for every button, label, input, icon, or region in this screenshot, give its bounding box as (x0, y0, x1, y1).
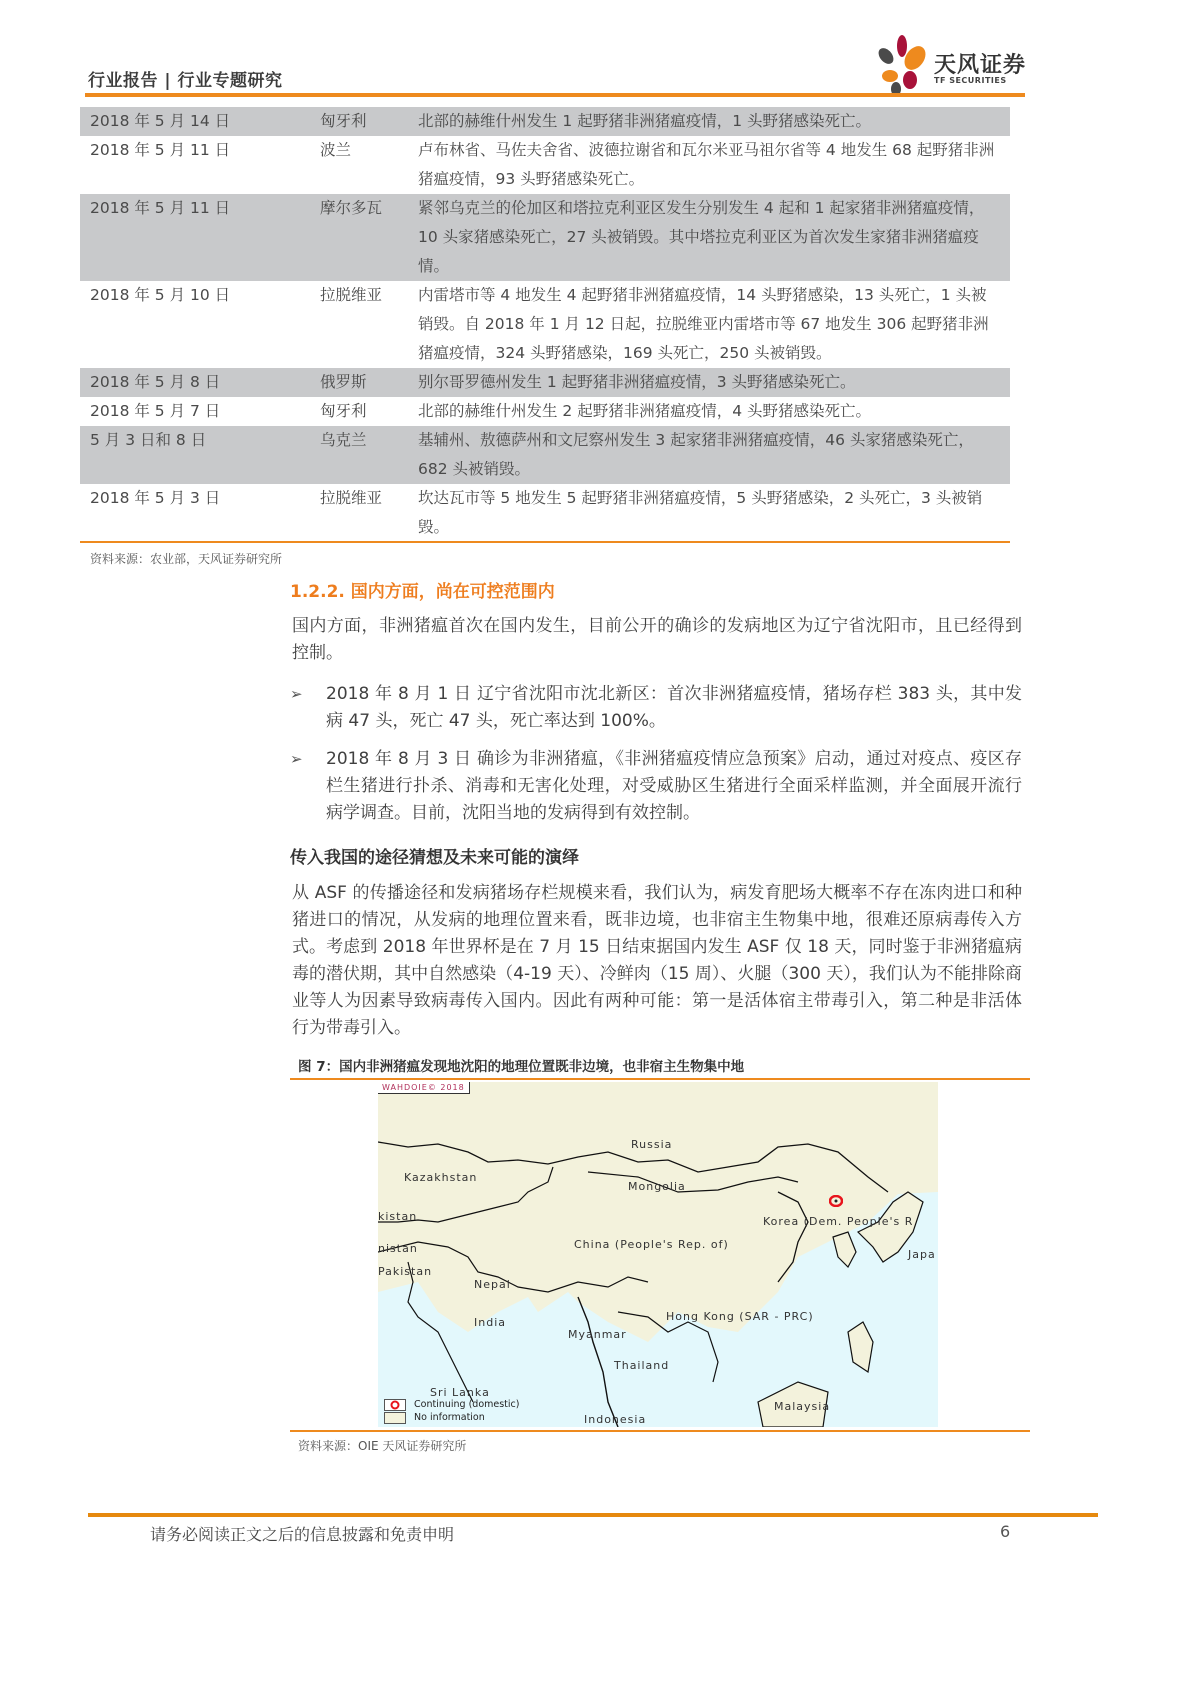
map-label-thailand: Thailand (614, 1359, 670, 1372)
table-row (80, 194, 1010, 281)
asf-events-table (80, 107, 1010, 542)
description-cell: 基辅州、敖德萨州和文尼察州发生 3 起家猪非洲猪瘟疫情，46 头家猪感染死亡，682 头被销毁。 (418, 426, 1010, 484)
date-cell: 5 月 3 日和 8 日 (80, 426, 310, 484)
map-label-sri-lanka: Sri Lanka (430, 1386, 490, 1399)
legend-label: Continuing (domestic) (414, 1399, 520, 1410)
description-cell: 内雷塔市等 4 地发生 4 起野猪非洲猪瘟疫情，14 头野猪感染，13 头死亡，1 头被销毁。自 2018 年 1 月 12 日起，拉脱维亚内雷塔市等 67 地发生 306 起野猪非洲猪瘟疫情，324 头野猪感染，169 头死亡，250 头被销毁。 (418, 286, 989, 362)
arrow-bullet-icon: ➢ (290, 685, 303, 703)
map-label-mongolia: Mongolia (628, 1180, 686, 1193)
report-category: 行业报告 | 行业专题研究 (88, 71, 283, 91)
analysis-paragraph: 从 ASF 的传播途径和发病猪场存栏规模来看，我们认为，病发育肥场大概率不存在冻肉进口和种猪进口的情况，从发病的地理位置来看，既非边境，也非宿主生物集中地，很难还原病毒传入方式。考虑到 2018 年世界杯是在 7 月 15 日结束据国内发生 ASF 仅 18 天，同时鉴于非洲猪瘟病毒的潜伏期，其中自然感染（4-19 天）、冷鲜肉（15 周）、火腿（300 天），我们认为不能排除商业等人为因素导致病毒传入国内。因此有两种可能：第一是活体宿主带毒引入，第二种是非活体行为带毒引入。 (292, 883, 1022, 1038)
date-cell: 2018 年 5 月 10 日 (90, 286, 231, 304)
table-row (80, 426, 1010, 484)
map-label-kazakhstan: Kazakhstan (404, 1171, 478, 1184)
description-cell: 紧邻乌克兰的伦加区和塔拉克利亚区发生分别发生 4 起和 1 起家猪非洲猪瘟疫情，10 头家猪感染死亡，27 头被销毁。其中塔拉克利亚区为首次发生家猪非洲猪瘟疫情。 (418, 194, 1010, 281)
map-label-nepal: Nepal (474, 1278, 511, 1291)
map-label-myanmar: Myanmar (568, 1328, 627, 1341)
footer-divider (88, 1513, 1098, 1517)
date-cell: 2018 年 5 月 8 日 (80, 368, 310, 397)
country-cell: 摩尔多瓦 (310, 194, 418, 281)
figure-title: 图 7：国内非洲猪瘟发现地沈阳的地理位置既非边境，也非宿主生物集中地 (298, 1059, 745, 1075)
description-cell: 北部的赫维什州发生 2 起野猪非洲猪瘟疫情，4 头野猪感染死亡。 (418, 402, 872, 420)
map-label-japan: Japa (908, 1248, 936, 1261)
legend-swatch-continuing (384, 1399, 406, 1411)
legend-item (384, 1411, 519, 1424)
map-label-pakistan: Pakistan (378, 1265, 433, 1278)
date-cell: 2018 年 5 月 3 日 (90, 489, 221, 507)
table-row (80, 281, 1010, 368)
table-row (80, 368, 1010, 397)
map-label-afghanistan: nistan (378, 1242, 418, 1255)
figure-source-note: 资料来源：OIE 天风证券研究所 (298, 1439, 467, 1453)
description-cell: 坎达瓦市等 5 地发生 5 起野猪非洲猪瘟疫情，5 头野猪感染，2 头死亡，3 头被销毁。 (418, 489, 983, 536)
footer-disclaimer: 请务必阅读正文之后的信息披露和免责申明 (150, 1525, 455, 1544)
bullet-item (290, 681, 1022, 737)
map-legend (384, 1398, 519, 1424)
country-cell: 俄罗斯 (310, 368, 418, 397)
table-row (80, 484, 1010, 542)
legend-label: No information (414, 1412, 485, 1423)
map-label-malaysia: Malaysia (774, 1400, 831, 1413)
subheading: 传入我国的途径猜想及未来可能的演绎 (290, 848, 579, 868)
arrow-bullet-icon: ➢ (290, 750, 303, 768)
map-label-indonesia: Indonesia (584, 1413, 647, 1426)
logo-cn-text: 天风证券 (934, 53, 1027, 78)
bullet-text: 2018 年 8 月 3 日 确诊为非洲猪瘟，《非洲猪瘟疫情应急预案》启动，通过对疫点、疫区存栏生猪进行扑杀、消毒和无害化处理，对受威胁区生猪进行全面采样监测，并全面展开流行病学调查。目前，沈阳当地的发病得到有效控制。 (326, 749, 1022, 823)
legend-swatch-no-info (384, 1412, 406, 1424)
table-row (80, 136, 1010, 194)
table-row (80, 397, 1010, 426)
figure-top-rule (290, 1078, 1030, 1080)
map-label-hongkong: Hong Kong (SAR - PRC) (666, 1310, 814, 1323)
section-heading: 1.2.2. 国内方面，尚在可控范围内 (290, 582, 555, 602)
map-label-china: China (People's Rep. of) (574, 1238, 729, 1251)
table-source-note: 资料来源：农业部，天风证券研究所 (90, 552, 283, 566)
country-cell: 匈牙利 (320, 402, 367, 420)
country-cell: 波兰 (320, 141, 352, 159)
logo-en-text: TF SECURITIES (934, 76, 1007, 85)
country-cell: 乌克兰 (310, 426, 418, 484)
description-cell: 别尔哥罗德州发生 1 起野猪非洲猪瘟疫情，3 头野猪感染死亡。 (418, 368, 1010, 397)
tf-securities-logo (872, 34, 1032, 94)
outbreak-marker-icon (385, 1400, 405, 1410)
header-divider (85, 93, 1025, 97)
map-label-russia: Russia (631, 1138, 673, 1151)
country-cell: 拉脱维亚 (320, 489, 383, 507)
date-cell: 2018 年 5 月 11 日 (80, 194, 310, 281)
country-cell: 匈牙利 (310, 107, 418, 136)
figure-bottom-rule (290, 1430, 1030, 1432)
table-row (80, 107, 1010, 136)
map-label-india: India (474, 1316, 506, 1329)
date-cell: 2018 年 5 月 14 日 (80, 107, 310, 136)
map-label-kyrgyzstan: kistan (378, 1210, 418, 1223)
flower-logo-icon (872, 34, 932, 94)
bullet-text: 2018 年 8 月 1 日 辽宁省沈阳市沈北新区：首次非洲猪瘟疫情，猪场存栏 383 头，其中发病 47 头，死亡 47 头，死亡率达到 100%。 (326, 684, 1022, 731)
legend-item (384, 1398, 519, 1411)
country-cell: 拉脱维亚 (320, 286, 383, 304)
outbreak-marker-icon (829, 1195, 843, 1207)
page-number: 6 (1000, 1522, 1011, 1541)
description-cell: 卢布林省、马佐夫舍省、波德拉谢省和瓦尔米亚马祖尔省等 4 地发生 68 起野猪非洲猪瘟疫情，93 头野猪感染死亡。 (418, 141, 995, 188)
map-shapes-icon (378, 1082, 938, 1427)
bullet-item (290, 746, 1022, 830)
map-label-korea: Korea (Dem. People's R (763, 1215, 914, 1228)
table-bottom-rule (80, 541, 1010, 543)
date-cell: 2018 年 5 月 11 日 (90, 141, 231, 159)
description-cell: 北部的赫维什州发生 1 起野猪非洲猪瘟疫情，1 头野猪感染死亡。 (418, 107, 1010, 136)
date-cell: 2018 年 5 月 7 日 (90, 402, 221, 420)
map-watermark: WAHDOIE© 2018 (378, 1082, 470, 1094)
section-intro: 国内方面，非洲猪瘟首次在国内发生，目前公开的确诊的发病地区为辽宁省沈阳市，且已经得到控制。 (292, 616, 1022, 663)
asia-outbreak-map (378, 1082, 938, 1427)
